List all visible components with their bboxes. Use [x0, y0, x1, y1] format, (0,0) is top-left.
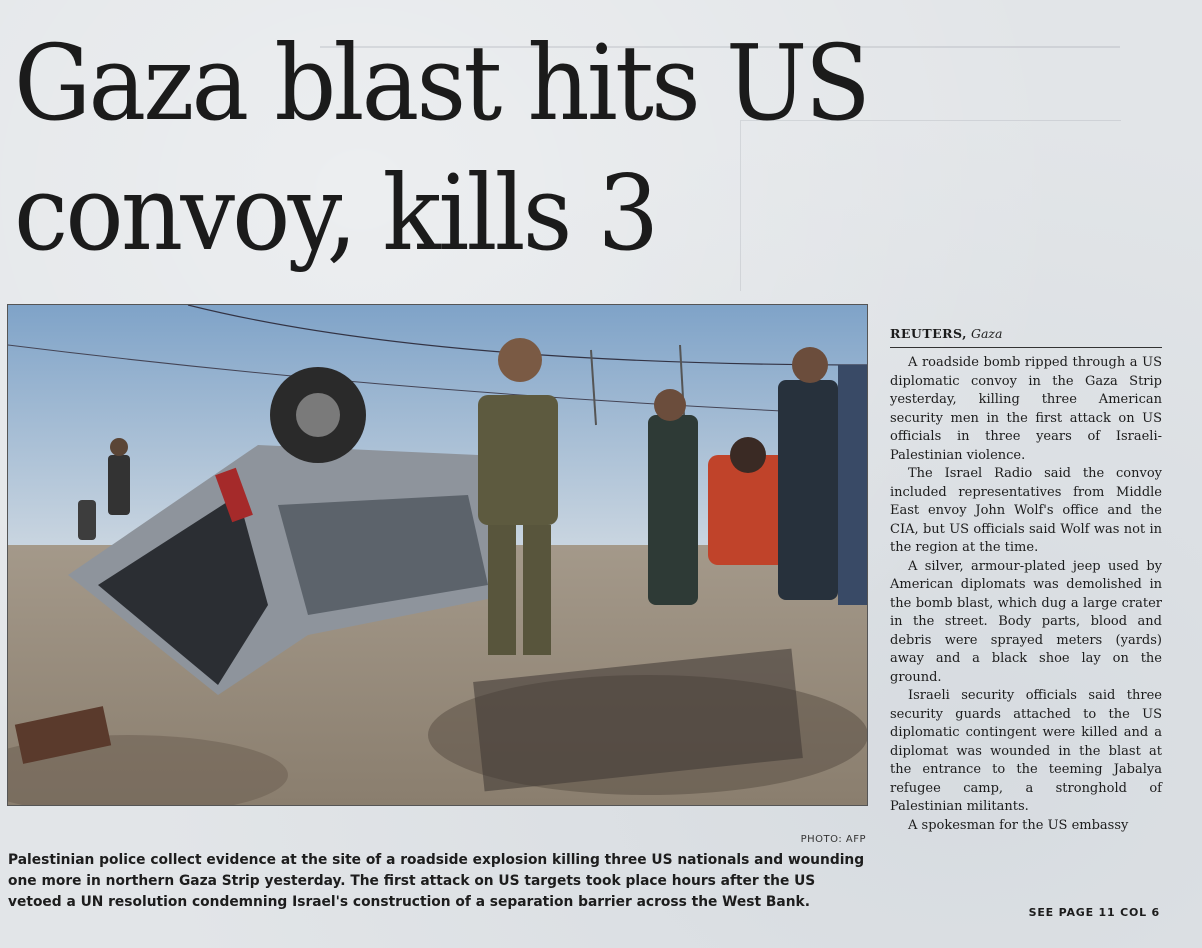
headline: [14, 18, 1037, 278]
continued-on-page-link[interactable]: SEE PAGE 11 COL 6: [1028, 906, 1160, 919]
news-photo: [7, 304, 868, 806]
article-paragraph: The Israel Radio said the convoy included representatives from Middle East envoy John Wolf's office and the CIA, but US officials said Wolf was not in the region at the time.: [890, 466, 1162, 555]
article-paragraph: A silver, armour-plated jeep used by American diplomats was demolished in the bomb blast, which dug a large crater in the street. Body parts, blood and debris were sprayed meters (yards) away and a black shoe lay on the ground.: [890, 558, 1162, 685]
article-paragraph: A spokesman for the US embassy: [908, 817, 1129, 833]
article-paragraph: A roadside bomb ripped through a US diplomatic convoy in the Gaza Strip yesterday, killing three American security men in the first attack on US officials in three years of Israeli-Palestinian violence.: [890, 355, 1162, 463]
headline-line-2: convoy, kills 3: [14, 152, 657, 274]
photo-caption: Palestinian police collect evidence at the site of a roadside explosion killing three US nationals and wounding one more in northern Gaza Strip yesterday. The first attack on US targets took place hours after the US vetoed a UN resolution condemning Israel's construction of a separation barrier across the West Bank.: [8, 852, 865, 910]
article-column: [890, 326, 1162, 835]
headline-line-1: Gaza blast hits US: [14, 22, 869, 144]
dateline-city: Gaza: [970, 326, 1003, 341]
dateline-agency: REUTERS,: [890, 326, 967, 341]
news-photo-image: [8, 305, 867, 805]
article-paragraph: Israeli security officials said three security guards attached to the US diplomatic contingent were killed and a diplomat was wounded in the blast at the entrance to the teeming Jabalya refugee camp, a stronghold of Palestinian militants.: [890, 688, 1162, 814]
dateline: [890, 326, 1162, 348]
photo-credit: PHOTO: AFP: [800, 834, 866, 845]
